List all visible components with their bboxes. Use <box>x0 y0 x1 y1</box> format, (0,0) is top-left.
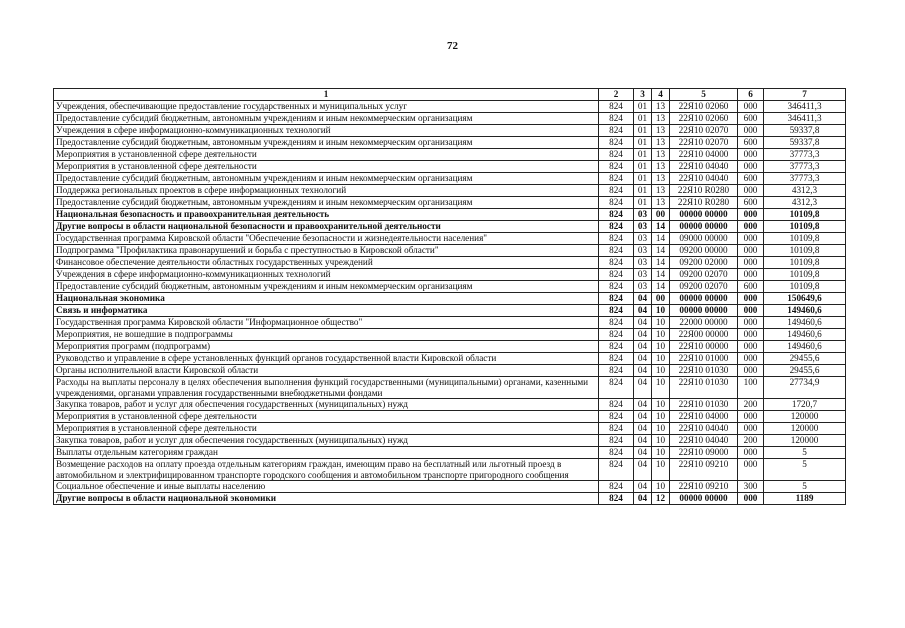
row-code-3-cell: 01 <box>634 161 652 173</box>
table-row <box>54 173 846 185</box>
row-amount-cell: 4312,3 <box>764 185 846 197</box>
row-code-4-cell: 13 <box>652 161 670 173</box>
row-name-cell: Закупка товаров, работ и услуг для обеспечения государственных (муниципальных) нужд <box>54 399 599 411</box>
row-code-2-cell: 824 <box>599 317 634 329</box>
row-code-4-cell: 10 <box>652 305 670 317</box>
row-code-3-cell: 04 <box>634 317 652 329</box>
row-amount-cell: 59337,8 <box>764 137 846 149</box>
row-code-6-cell: 000 <box>738 233 764 245</box>
row-code-3-cell: 04 <box>634 423 652 435</box>
table-row <box>54 423 846 435</box>
row-code-3-cell: 04 <box>634 399 652 411</box>
row-code-2-cell: 824 <box>599 305 634 317</box>
row-amount-cell: 10109,8 <box>764 233 846 245</box>
row-code-6-cell: 000 <box>738 125 764 137</box>
row-amount-cell: 4312,3 <box>764 197 846 209</box>
row-code-3-cell: 03 <box>634 245 652 257</box>
row-amount-cell: 346411,3 <box>764 113 846 125</box>
row-name-cell: Предоставление субсидий бюджетным, автономным учреждениям и иным некоммерческим организациям <box>54 113 599 125</box>
row-code-5-cell: 00000 00000 <box>670 293 738 305</box>
row-code-4-cell: 00 <box>652 209 670 221</box>
row-code-6-cell: 600 <box>738 137 764 149</box>
row-code-3-cell: 04 <box>634 411 652 423</box>
row-code-3-cell: 04 <box>634 341 652 353</box>
row-code-2-cell: 824 <box>599 293 634 305</box>
row-code-3-cell: 01 <box>634 185 652 197</box>
row-code-4-cell: 14 <box>652 269 670 281</box>
row-amount-cell: 10109,8 <box>764 245 846 257</box>
row-amount-cell: 37773,3 <box>764 173 846 185</box>
row-code-5-cell: 22000 00000 <box>670 317 738 329</box>
row-amount-cell: 120000 <box>764 435 846 447</box>
column-header-5: 5 <box>670 89 738 101</box>
row-name-cell: Закупка товаров, работ и услуг для обеспечения государственных (муниципальных) нужд <box>54 435 599 447</box>
row-name-cell: Национальная экономика <box>54 293 599 305</box>
table-row <box>54 435 846 447</box>
row-code-2-cell: 824 <box>599 459 634 481</box>
row-code-6-cell: 600 <box>738 281 764 293</box>
row-amount-cell: 10109,8 <box>764 257 846 269</box>
row-code-4-cell: 10 <box>652 329 670 341</box>
row-name-cell: Связь и информатика <box>54 305 599 317</box>
table-row <box>54 305 846 317</box>
row-code-6-cell: 000 <box>738 423 764 435</box>
table-row <box>54 293 846 305</box>
row-name-cell: Учреждения в сфере информационно-коммуникационных технологий <box>54 269 599 281</box>
row-amount-cell: 29455,6 <box>764 365 846 377</box>
row-code-5-cell: 22Я10 09210 <box>670 459 738 481</box>
table-row <box>54 459 846 481</box>
row-code-3-cell: 04 <box>634 447 652 459</box>
row-code-6-cell: 000 <box>738 353 764 365</box>
row-name-cell: Учреждения, обеспечивающие предоставление государственных и муниципальных услуг <box>54 101 599 113</box>
table-row <box>54 481 846 493</box>
table-row <box>54 209 846 221</box>
table-row <box>54 245 846 257</box>
table-row <box>54 411 846 423</box>
row-code-3-cell: 04 <box>634 459 652 481</box>
row-code-6-cell: 000 <box>738 411 764 423</box>
row-name-cell: Мероприятия в установленной сфере деятельности <box>54 149 599 161</box>
row-amount-cell: 120000 <box>764 411 846 423</box>
table-row <box>54 101 846 113</box>
row-code-5-cell: 09200 02070 <box>670 281 738 293</box>
row-code-2-cell: 824 <box>599 245 634 257</box>
table-header-row <box>54 89 846 101</box>
page-number: 72 <box>447 40 458 52</box>
row-code-6-cell: 000 <box>738 269 764 281</box>
row-code-3-cell: 04 <box>634 293 652 305</box>
table-row <box>54 221 846 233</box>
row-code-5-cell: 00000 00000 <box>670 221 738 233</box>
row-code-5-cell: 22Я10 02070 <box>670 125 738 137</box>
row-code-2-cell: 824 <box>599 173 634 185</box>
column-header-7: 7 <box>764 89 846 101</box>
row-code-5-cell: 22Я10 02070 <box>670 137 738 149</box>
table-row <box>54 149 846 161</box>
row-name-cell: Предоставление субсидий бюджетным, автономным учреждениям и иным некоммерческим организациям <box>54 197 599 209</box>
row-code-6-cell: 000 <box>738 305 764 317</box>
row-code-2-cell: 824 <box>599 329 634 341</box>
table-row <box>54 353 846 365</box>
row-code-4-cell: 13 <box>652 101 670 113</box>
column-header-4: 4 <box>652 89 670 101</box>
row-code-5-cell: 09200 00000 <box>670 245 738 257</box>
row-code-6-cell: 000 <box>738 341 764 353</box>
row-code-3-cell: 03 <box>634 269 652 281</box>
table-row <box>54 161 846 173</box>
row-name-cell: Органы исполнительной власти Кировской области <box>54 365 599 377</box>
row-code-3-cell: 01 <box>634 137 652 149</box>
row-amount-cell: 5 <box>764 481 846 493</box>
column-header-6: 6 <box>738 89 764 101</box>
row-code-6-cell: 000 <box>738 245 764 257</box>
row-code-6-cell: 000 <box>738 293 764 305</box>
row-code-4-cell: 10 <box>652 377 670 399</box>
row-code-4-cell: 13 <box>652 197 670 209</box>
row-name-cell: Государственная программа Кировской области "Обеспечение безопасности и жизнедеятельности населения" <box>54 233 599 245</box>
row-code-5-cell: 09200 02070 <box>670 269 738 281</box>
table-row <box>54 113 846 125</box>
row-amount-cell: 149460,6 <box>764 329 846 341</box>
table-row <box>54 281 846 293</box>
row-code-4-cell: 14 <box>652 257 670 269</box>
row-code-4-cell: 10 <box>652 317 670 329</box>
row-name-cell: Национальная безопасность и правоохранительная деятельность <box>54 209 599 221</box>
row-amount-cell: 27734,9 <box>764 377 846 399</box>
row-name-cell: Поддержка региональных проектов в сфере информационных технологий <box>54 185 599 197</box>
row-code-5-cell: 22Я10 09000 <box>670 447 738 459</box>
row-code-2-cell: 824 <box>599 365 634 377</box>
row-name-cell: Мероприятия в установленной сфере деятельности <box>54 411 599 423</box>
row-code-3-cell: 01 <box>634 113 652 125</box>
row-code-6-cell: 000 <box>738 459 764 481</box>
row-code-3-cell: 03 <box>634 209 652 221</box>
row-code-4-cell: 13 <box>652 185 670 197</box>
table-row <box>54 257 846 269</box>
row-name-cell: Расходы на выплаты персоналу в целях обеспечения выполнения функций государственными (муниципальными) органами, казенными учреждениями, органами управления государственными внебюджетными фондами <box>54 377 599 399</box>
row-code-6-cell: 000 <box>738 329 764 341</box>
row-code-2-cell: 824 <box>599 481 634 493</box>
row-code-2-cell: 824 <box>599 341 634 353</box>
row-code-2-cell: 824 <box>599 399 634 411</box>
row-code-3-cell: 04 <box>634 493 652 505</box>
row-code-6-cell: 000 <box>738 317 764 329</box>
row-code-5-cell: 22Я10 00000 <box>670 341 738 353</box>
row-code-2-cell: 824 <box>599 257 634 269</box>
row-code-5-cell: 22Я10 01000 <box>670 353 738 365</box>
row-amount-cell: 37773,3 <box>764 161 846 173</box>
row-code-4-cell: 13 <box>652 125 670 137</box>
row-code-2-cell: 824 <box>599 197 634 209</box>
row-code-5-cell: 22Я10 04040 <box>670 423 738 435</box>
row-code-2-cell: 824 <box>599 161 634 173</box>
row-code-6-cell: 200 <box>738 435 764 447</box>
row-code-4-cell: 10 <box>652 435 670 447</box>
row-code-5-cell: 22Я00 00000 <box>670 329 738 341</box>
row-code-3-cell: 03 <box>634 233 652 245</box>
row-code-3-cell: 01 <box>634 149 652 161</box>
column-header-3: 3 <box>634 89 652 101</box>
row-code-6-cell: 000 <box>738 493 764 505</box>
row-name-cell: Руководство и управление в сфере установленных функций органов государственной власти Кировской области <box>54 353 599 365</box>
row-code-6-cell: 200 <box>738 399 764 411</box>
row-code-5-cell: 00000 00000 <box>670 209 738 221</box>
row-code-4-cell: 14 <box>652 221 670 233</box>
row-code-6-cell: 000 <box>738 447 764 459</box>
table-row <box>54 447 846 459</box>
row-code-5-cell: 22Я10 09210 <box>670 481 738 493</box>
row-name-cell: Выплаты отдельным категориям граждан <box>54 447 599 459</box>
row-code-2-cell: 824 <box>599 101 634 113</box>
row-name-cell: Предоставление субсидий бюджетным, автономным учреждениям и иным некоммерческим организациям <box>54 173 599 185</box>
table-row <box>54 233 846 245</box>
row-code-6-cell: 600 <box>738 197 764 209</box>
row-name-cell: Другие вопросы в области национальной безопасности и правоохранительной деятельности <box>54 221 599 233</box>
row-code-3-cell: 04 <box>634 365 652 377</box>
table-row <box>54 365 846 377</box>
row-amount-cell: 346411,3 <box>764 101 846 113</box>
row-code-6-cell: 000 <box>738 185 764 197</box>
row-amount-cell: 1189 <box>764 493 846 505</box>
row-code-4-cell: 10 <box>652 399 670 411</box>
row-code-5-cell: 22Я10 02060 <box>670 113 738 125</box>
row-code-6-cell: 000 <box>738 101 764 113</box>
row-code-6-cell: 600 <box>738 113 764 125</box>
row-name-cell: Мероприятия в установленной сфере деятельности <box>54 423 599 435</box>
row-code-3-cell: 04 <box>634 305 652 317</box>
row-code-4-cell: 12 <box>652 493 670 505</box>
row-code-3-cell: 01 <box>634 173 652 185</box>
row-amount-cell: 149460,6 <box>764 317 846 329</box>
row-code-2-cell: 824 <box>599 125 634 137</box>
row-amount-cell: 10109,8 <box>764 269 846 281</box>
row-code-2-cell: 824 <box>599 269 634 281</box>
row-code-6-cell: 000 <box>738 221 764 233</box>
table-row <box>54 317 846 329</box>
row-code-2-cell: 824 <box>599 233 634 245</box>
row-code-5-cell: 22Я10 R0280 <box>670 185 738 197</box>
row-code-5-cell: 22Я10 04040 <box>670 161 738 173</box>
row-code-3-cell: 03 <box>634 221 652 233</box>
row-code-2-cell: 824 <box>599 447 634 459</box>
row-code-5-cell: 00000 00000 <box>670 493 738 505</box>
table-body <box>54 101 846 505</box>
row-code-4-cell: 10 <box>652 365 670 377</box>
row-amount-cell: 29455,6 <box>764 353 846 365</box>
row-amount-cell: 5 <box>764 459 846 481</box>
row-amount-cell: 37773,3 <box>764 149 846 161</box>
row-amount-cell: 59337,8 <box>764 125 846 137</box>
row-name-cell: Государственная программа Кировской области "Информационное общество" <box>54 317 599 329</box>
row-code-2-cell: 824 <box>599 435 634 447</box>
row-amount-cell: 150649,6 <box>764 293 846 305</box>
row-code-5-cell: 22Я10 04000 <box>670 149 738 161</box>
row-name-cell: Финансовое обеспечение деятельности областных государственных учреждений <box>54 257 599 269</box>
table-row <box>54 125 846 137</box>
row-code-4-cell: 10 <box>652 423 670 435</box>
row-name-cell: Предоставление субсидий бюджетным, автономным учреждениям и иным некоммерческим организациям <box>54 281 599 293</box>
row-code-3-cell: 04 <box>634 481 652 493</box>
row-code-2-cell: 824 <box>599 377 634 399</box>
row-code-5-cell: 22Я10 01030 <box>670 377 738 399</box>
row-code-6-cell: 000 <box>738 257 764 269</box>
row-code-2-cell: 824 <box>599 493 634 505</box>
row-name-cell: Другие вопросы в области национальной экономики <box>54 493 599 505</box>
row-code-4-cell: 10 <box>652 459 670 481</box>
row-code-4-cell: 14 <box>652 233 670 245</box>
row-code-5-cell: 00000 00000 <box>670 305 738 317</box>
row-code-3-cell: 04 <box>634 353 652 365</box>
row-code-6-cell: 000 <box>738 209 764 221</box>
row-amount-cell: 149460,6 <box>764 341 846 353</box>
row-code-3-cell: 04 <box>634 435 652 447</box>
row-code-4-cell: 13 <box>652 113 670 125</box>
table-row <box>54 269 846 281</box>
row-code-5-cell: 22Я10 04040 <box>670 435 738 447</box>
table-row <box>54 341 846 353</box>
row-code-2-cell: 824 <box>599 185 634 197</box>
row-amount-cell: 5 <box>764 447 846 459</box>
row-amount-cell: 10109,8 <box>764 209 846 221</box>
row-code-5-cell: 09000 00000 <box>670 233 738 245</box>
row-amount-cell: 149460,6 <box>764 305 846 317</box>
table-row <box>54 399 846 411</box>
row-name-cell: Мероприятия, не вошедшие в подпрограммы <box>54 329 599 341</box>
row-code-2-cell: 824 <box>599 281 634 293</box>
row-code-5-cell: 09200 02000 <box>670 257 738 269</box>
row-code-3-cell: 01 <box>634 197 652 209</box>
row-code-4-cell: 13 <box>652 137 670 149</box>
row-code-3-cell: 04 <box>634 329 652 341</box>
row-amount-cell: 1720,7 <box>764 399 846 411</box>
column-header-1: 1 <box>54 89 599 101</box>
row-amount-cell: 10109,8 <box>764 221 846 233</box>
row-code-5-cell: 22Я10 02060 <box>670 101 738 113</box>
row-code-5-cell: 22Я10 04040 <box>670 173 738 185</box>
row-code-3-cell: 01 <box>634 101 652 113</box>
row-code-5-cell: 22Я10 R0280 <box>670 197 738 209</box>
table-row <box>54 329 846 341</box>
row-code-4-cell: 10 <box>652 447 670 459</box>
budget-table <box>53 88 846 505</box>
row-name-cell: Предоставление субсидий бюджетным, автономным учреждениям и иным некоммерческим организациям <box>54 137 599 149</box>
row-code-4-cell: 00 <box>652 293 670 305</box>
row-code-6-cell: 000 <box>738 161 764 173</box>
row-code-2-cell: 824 <box>599 411 634 423</box>
row-code-4-cell: 10 <box>652 353 670 365</box>
row-name-cell: Социальное обеспечение и иные выплаты населению <box>54 481 599 493</box>
row-code-4-cell: 13 <box>652 173 670 185</box>
column-header-2: 2 <box>599 89 634 101</box>
row-name-cell: Мероприятия программ (подпрограмм) <box>54 341 599 353</box>
row-code-4-cell: 10 <box>652 341 670 353</box>
row-code-5-cell: 22Я10 01030 <box>670 365 738 377</box>
row-name-cell: Подпрограмма "Профилактика правонарушений и борьба с преступностью в Кировской области" <box>54 245 599 257</box>
row-code-6-cell: 300 <box>738 481 764 493</box>
row-code-2-cell: 824 <box>599 137 634 149</box>
row-code-4-cell: 14 <box>652 245 670 257</box>
row-code-2-cell: 824 <box>599 149 634 161</box>
row-code-6-cell: 600 <box>738 173 764 185</box>
row-code-3-cell: 03 <box>634 281 652 293</box>
row-code-4-cell: 10 <box>652 481 670 493</box>
row-name-cell: Мероприятия в установленной сфере деятельности <box>54 161 599 173</box>
row-amount-cell: 10109,8 <box>764 281 846 293</box>
row-code-4-cell: 14 <box>652 281 670 293</box>
row-code-5-cell: 22Я10 01030 <box>670 399 738 411</box>
row-code-2-cell: 824 <box>599 353 634 365</box>
table-row <box>54 197 846 209</box>
table-row <box>54 493 846 505</box>
row-code-2-cell: 824 <box>599 113 634 125</box>
table-row <box>54 185 846 197</box>
row-amount-cell: 120000 <box>764 423 846 435</box>
table-row <box>54 137 846 149</box>
row-code-3-cell: 04 <box>634 377 652 399</box>
row-code-2-cell: 824 <box>599 221 634 233</box>
row-code-6-cell: 000 <box>738 365 764 377</box>
row-code-3-cell: 01 <box>634 125 652 137</box>
row-code-2-cell: 824 <box>599 209 634 221</box>
table-row <box>54 377 846 399</box>
row-name-cell: Возмещение расходов на оплату проезда отдельным категориям граждан, имеющим право на бесплатный или льготный проезд в автомобильном и электрифицированном транспорте городского сообщения и автомобильном транспорте пригородного сообщения <box>54 459 599 481</box>
row-code-4-cell: 13 <box>652 149 670 161</box>
row-code-2-cell: 824 <box>599 423 634 435</box>
row-code-3-cell: 03 <box>634 257 652 269</box>
row-code-4-cell: 10 <box>652 411 670 423</box>
row-code-6-cell: 100 <box>738 377 764 399</box>
row-code-6-cell: 000 <box>738 149 764 161</box>
row-code-5-cell: 22Я10 04000 <box>670 411 738 423</box>
row-name-cell: Учреждения в сфере информационно-коммуникационных технологий <box>54 125 599 137</box>
